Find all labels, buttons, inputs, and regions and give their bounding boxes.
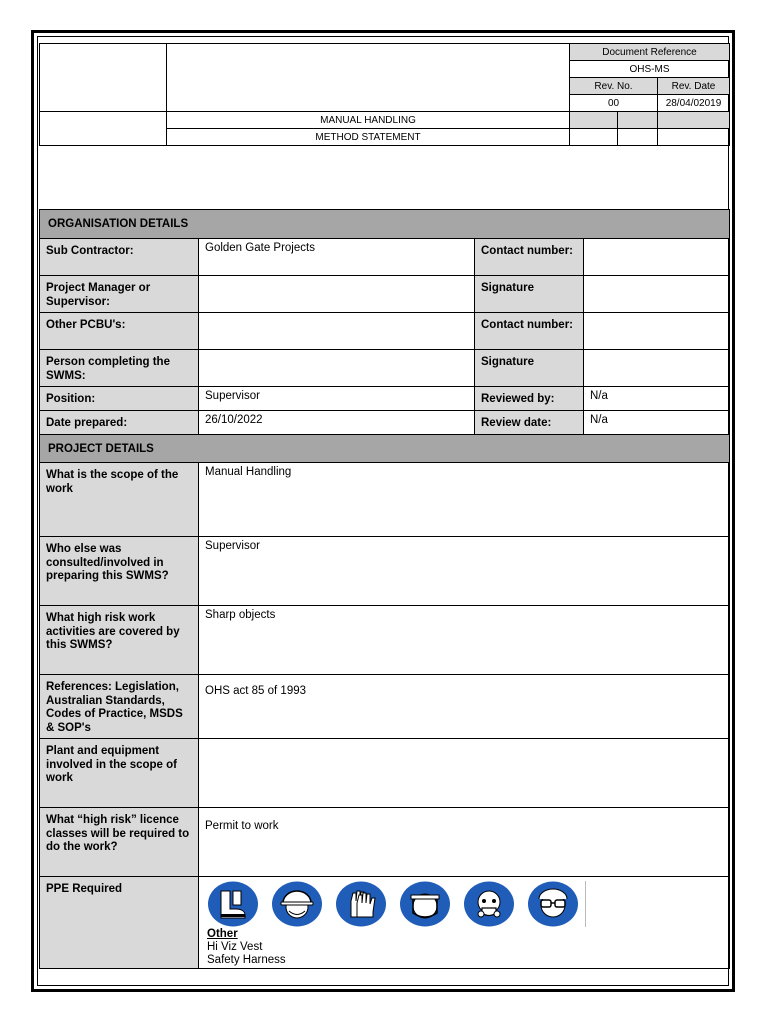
other-ppe-item: Safety Harness [207,954,286,966]
swms-form [39,209,730,969]
project-section-title: PROJECT DETAILS [40,435,730,463]
rev-date-label: Rev. Date [658,78,730,95]
reviewed-by-label: Reviewed by: [475,387,584,411]
position-label: Position: [40,387,199,411]
consulted-field[interactable]: Supervisor [199,537,730,606]
doc-title-line2: METHOD STATEMENT [167,129,570,146]
respirator-icon [463,881,515,927]
licence-classes-label: What “high risk” licence classes will be required to do the work? [40,808,199,877]
rev-no-label: Rev. No. [570,78,658,95]
other-ppe-title: Other [207,928,238,940]
face-shield-icon [399,881,451,927]
position-field[interactable]: Supervisor [199,387,475,411]
high-risk-activities-label: What high risk work activities are covered by this SWMS? [40,606,199,675]
licence-classes-field[interactable]: Permit to work [199,808,730,877]
contact-number-label-2: Contact number: [475,313,584,350]
date-prepared-field[interactable]: 26/10/2022 [199,411,475,435]
consulted-label: Who else was consulted/involved in preparing this SWMS? [40,537,199,606]
ppe-required-field[interactable] [199,877,730,969]
rev-no-value: 00 [570,95,658,112]
review-date-label: Review date: [475,411,584,435]
safety-goggles-icon [527,881,579,927]
project-manager-label: Project Manager or Supervisor: [40,276,199,313]
document-header [39,43,730,146]
signature-field-2[interactable] [584,350,730,387]
sub-contractor-field[interactable]: Golden Gate Projects [199,239,475,276]
scope-label: What is the scope of the work [40,463,199,537]
references-label: References: Legislation, Australian Standards, Codes of Practice, MSDS & SOP's [40,675,199,739]
other-pcbu-field[interactable] [199,313,475,350]
reviewed-by-field[interactable]: N/a [584,387,730,411]
references-field[interactable]: OHS act 85 of 1993 [199,675,730,739]
contact-number-field-2[interactable] [584,313,730,350]
logo-area-lower [40,112,167,146]
contact-number-field[interactable] [584,239,730,276]
hard-hat-icon [271,881,323,927]
signature-label-2: Signature [475,350,584,387]
organisation-section-title: ORGANISATION DETAILS [40,210,730,239]
other-ppe-item: Hi Viz Vest [207,941,263,953]
plant-equipment-field[interactable] [199,739,730,808]
ppe-required-label: PPE Required [40,877,199,969]
person-completing-field[interactable] [199,350,475,387]
header-blank [167,44,570,112]
project-manager-field[interactable] [199,276,475,313]
gloves-icon [335,881,387,927]
signature-field[interactable] [584,276,730,313]
scope-field[interactable]: Manual Handling [199,463,730,537]
high-risk-activities-field[interactable]: Sharp objects [199,606,730,675]
sub-contractor-label: Sub Contractor: [40,239,199,276]
other-pcbu-label: Other PCBU's: [40,313,199,350]
rev-date-value: 28/04/02019 [658,95,730,112]
review-date-field[interactable]: N/a [584,411,730,435]
doc-ref-value: OHS-MS [570,61,730,78]
signature-label: Signature [475,276,584,313]
safety-boots-icon [207,881,259,927]
date-prepared-label: Date prepared: [40,411,199,435]
person-completing-label: Person completing the SWMS: [40,350,199,387]
contact-number-label: Contact number: [475,239,584,276]
doc-ref-label: Document Reference [570,44,730,61]
logo-area [40,44,167,112]
plant-equipment-label: Plant and equipment involved in the scope of work [40,739,199,808]
doc-title-line1: MANUAL HANDLING [167,112,570,129]
ppe-icon-row [207,881,723,927]
icon-row-divider [585,881,586,927]
